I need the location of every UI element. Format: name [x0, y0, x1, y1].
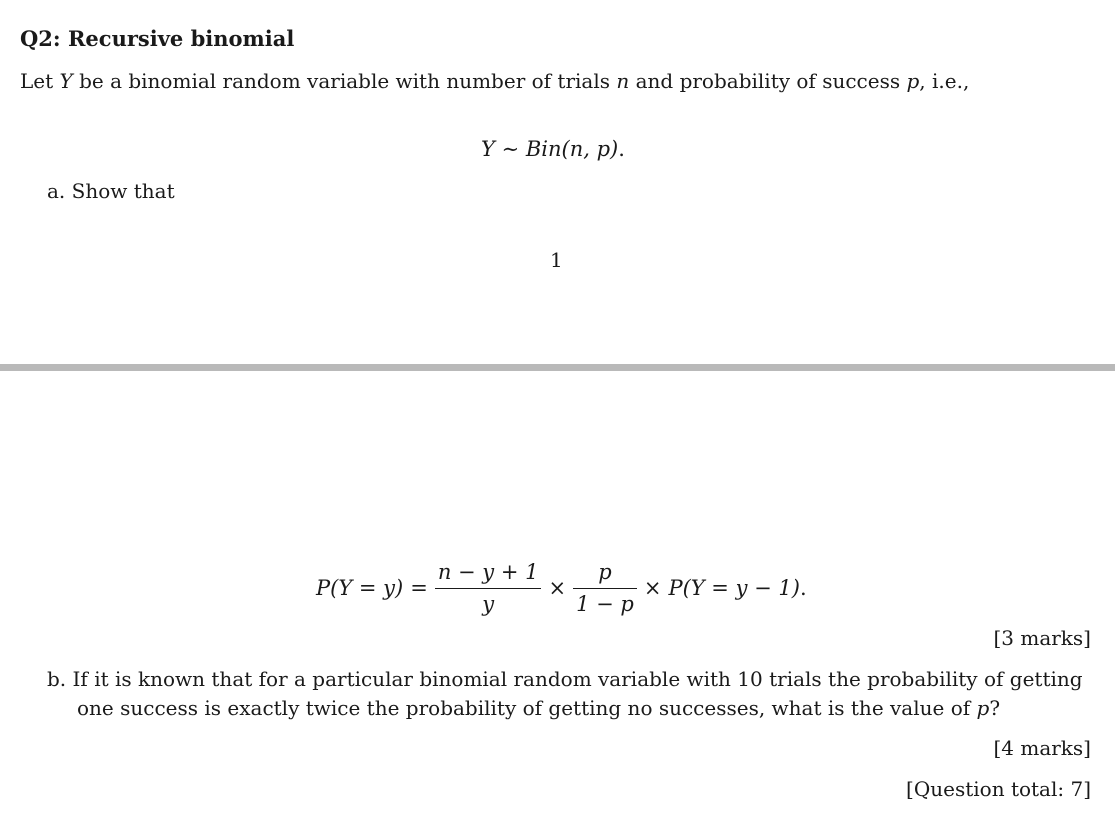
distribution-lhs: Y [481, 137, 495, 161]
intro-var-y: Y [59, 69, 73, 93]
fraction-p-over-1-minus-p [573, 559, 637, 616]
part-b-line2 [77, 696, 1000, 720]
distribution-end: . [618, 137, 625, 161]
fraction2-numerator: p [573, 562, 637, 589]
intro-prefix: Let [20, 69, 60, 93]
question-title: Q2: Recursive binomial [20, 26, 295, 51]
page-number: 1 [550, 248, 563, 272]
part-a-prompt [47, 179, 175, 203]
part-b-var-p: p [976, 696, 990, 720]
formula-lhs: P(Y = y) [316, 576, 404, 600]
question-total: [Question total: 7] [906, 777, 1091, 801]
marks-a: [3 marks] [993, 626, 1091, 650]
formula-equals: = [410, 576, 428, 600]
part-a-text: Show that [71, 179, 175, 203]
distribution-tilde: ∼ [501, 137, 520, 161]
recursive-formula [316, 556, 807, 620]
formula-times-2: × [643, 576, 662, 600]
fraction1-denominator: y [482, 591, 495, 616]
part-b-text-line2: one success is exactly twice the probability of getting no successes, what is the value of [77, 696, 977, 720]
intro-mid2: and probability of success [629, 69, 907, 93]
formula-times-1: × [548, 576, 567, 600]
part-b-label: b. [47, 667, 67, 691]
marks-b: [4 marks] [993, 736, 1091, 760]
fraction2-denominator: 1 − p [576, 591, 634, 616]
fraction1-numerator: n − y + 1 [435, 562, 542, 589]
intro-var-p: p [906, 69, 920, 93]
page-break-divider [0, 364, 1115, 371]
part-b-text-line1: If it is known that for a particular binomial random variable with 10 trials the probability of getting [72, 667, 1083, 691]
distribution-equation [481, 137, 625, 161]
formula-end: . [799, 576, 807, 600]
part-b-suffix: ? [989, 696, 1001, 720]
part-b-line1 [47, 667, 1083, 691]
intro-var-n: n [616, 69, 630, 93]
intro-suffix: , i.e., [919, 69, 970, 93]
formula-rhs: P(Y = y − 1) [668, 576, 800, 600]
fraction-n-y-plus-1-over-y [435, 559, 542, 616]
distribution-rhs: Bin(n, p) [525, 137, 619, 161]
intro-sentence [20, 69, 969, 93]
part-a-label: a. [47, 179, 66, 203]
intro-mid1: be a binomial random variable with number of trials [72, 69, 617, 93]
